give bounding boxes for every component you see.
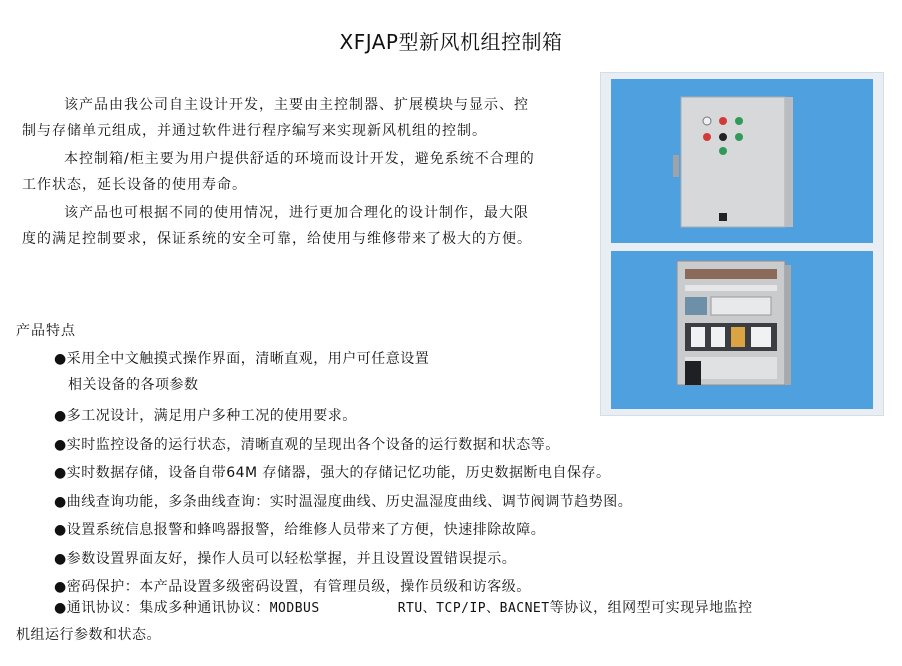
features-heading: 产品特点 xyxy=(16,323,76,339)
cabinet-closed-photo xyxy=(611,79,873,243)
feature-item: ●参数设置界面友好，操作人员可以轻松掌握，并且设置设置错误提示。 xyxy=(54,550,517,567)
intro-text xyxy=(22,92,542,254)
page-title: XFJAP型新风机组控制箱 xyxy=(339,30,563,54)
feature-item: ●多工况设计，满足用户多种工况的使用要求。 xyxy=(54,408,357,424)
feature-text: ●采用全中文触摸式操作界面，清晰直观，用户可任意设置 xyxy=(54,351,430,367)
intro-paragraph: 该产品也可根据不同的使用情况，进行更加合理化的设计制作，最大限度的满足控制要求，保证系统的安全可靠，给使用与维修带来了极大的方便。 xyxy=(22,205,532,247)
feature-item: ●实时监控设备的运行状态，清晰直观的呈现出各个设备的运行数据和状态等。 xyxy=(54,436,560,453)
protocol-suffix: 等协议，组网型可实现异地监控 xyxy=(549,600,753,616)
feature-item-protocols xyxy=(16,595,894,643)
feature-text-continued: 相关设备的各项参数 xyxy=(68,377,199,393)
intro-paragraph: 本控制箱/柜主要为用户提供舒适的环境而设计开发，避免系统不合理的工作状态，延长设备的使用寿命。 xyxy=(22,151,535,193)
protocol-list: RTU、TCP/IP、BACNET xyxy=(397,601,550,616)
protocol-modbus: MODBUS xyxy=(269,601,320,616)
protocol-wrap: 机组运行参数和状态。 xyxy=(16,627,161,643)
feature-item: ●实时数据存储，设备自带64M 存储器，强大的存储记忆功能，历史数据断电自保存。 xyxy=(54,465,611,481)
feature-item: ●设置系统信息报警和蜂鸣器报警，给维修人员带来了方便，快速排除故障。 xyxy=(54,522,546,538)
feature-item xyxy=(54,344,534,402)
feature-item: ●曲线查询功能，多条曲线查询：实时温湿度曲线、历史温湿度曲线、调节阀调节趋势图。 xyxy=(54,493,633,510)
intro-paragraph: 该产品由我公司自主设计开发，主要由主控制器、扩展模块与显示、控制与存储单元组成，并通过软件进行程序编写来实现新风机组的控制。 xyxy=(22,97,529,139)
feature-list xyxy=(16,344,894,643)
protocol-prefix: ●通讯协议：集成多种通讯协议： xyxy=(54,600,270,616)
feature-item: ●密码保护：本产品设置多级密码设置，有管理员级，操作员级和访客级。 xyxy=(54,579,531,595)
